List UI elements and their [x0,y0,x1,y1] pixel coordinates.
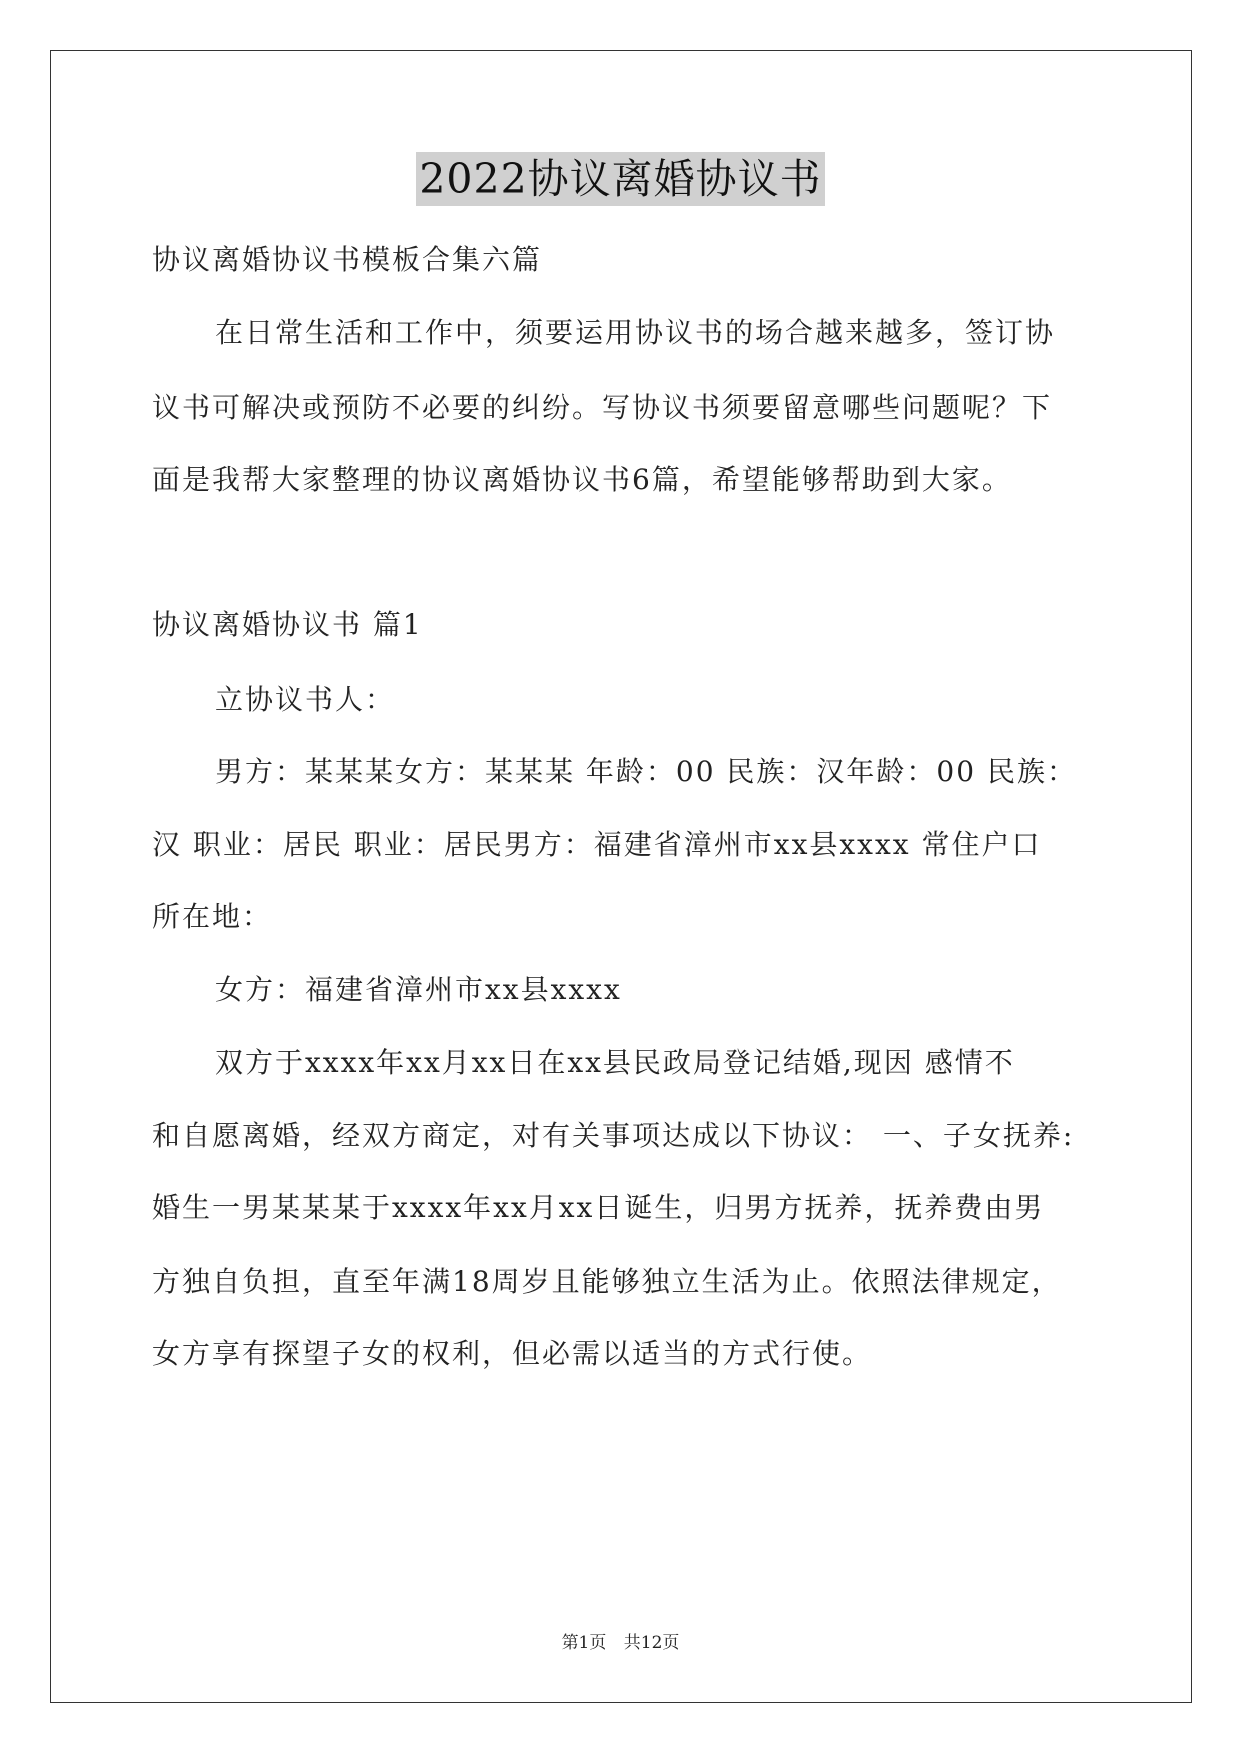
paragraph-line: 双方于xxxx年xx月xx日在xx县民政局登记结婚,现因 感情不 [215,1046,1015,1079]
paragraph-line: 女方享有探望子女的权利，但必需以适当的方式行使。 [152,1337,873,1370]
paragraph-line: 面是我帮大家整理的协议离婚协议书6篇，希望能够帮助到大家。 [152,463,1012,496]
page-border [50,50,1192,1703]
paragraph-line: 汉 职业：居民 职业：居民男方：福建省漳州市xx县xxxx 常住户口 [152,828,1042,861]
subtitle: 协议离婚协议书模板合集六篇 [152,243,543,276]
paragraph-line: 和自愿离婚，经双方商定，对有关事项达成以下协议： 一、子女抚养: [152,1119,1075,1152]
paragraph-line: 方独自负担，直至年满18周岁且能够独立生活为止。依照法律规定， [152,1265,1062,1298]
paragraph-line: 立协议书人： [215,683,396,716]
paragraph-line: 婚生一男某某某于xxxx年xx月xx日诞生，归男方抚养，抚养费由男 [152,1191,1045,1224]
paragraph-line: 男方：某某某女方：某某某 年龄：00 民族：汉年龄：00 民族： [215,755,1077,788]
paragraph-line: 所在地： [152,900,273,933]
paragraph-line: 议书可解决或预防不必要的纠纷。写协议书须要留意哪些问题呢？下 [152,391,1053,424]
document-title: 2022协议离婚协议书 [416,152,824,206]
paragraph-line: 在日常生活和工作中，须要运用协议书的场合越来越多，签订协 [215,316,1056,349]
page-number: 第1页 [561,1633,607,1653]
page-total: 共12页 [623,1633,680,1653]
section-heading: 协议离婚协议书 篇1 [152,608,423,641]
page-footer [0,1628,1241,1653]
paragraph-line: 女方：福建省漳州市xx县xxxx [215,973,622,1006]
